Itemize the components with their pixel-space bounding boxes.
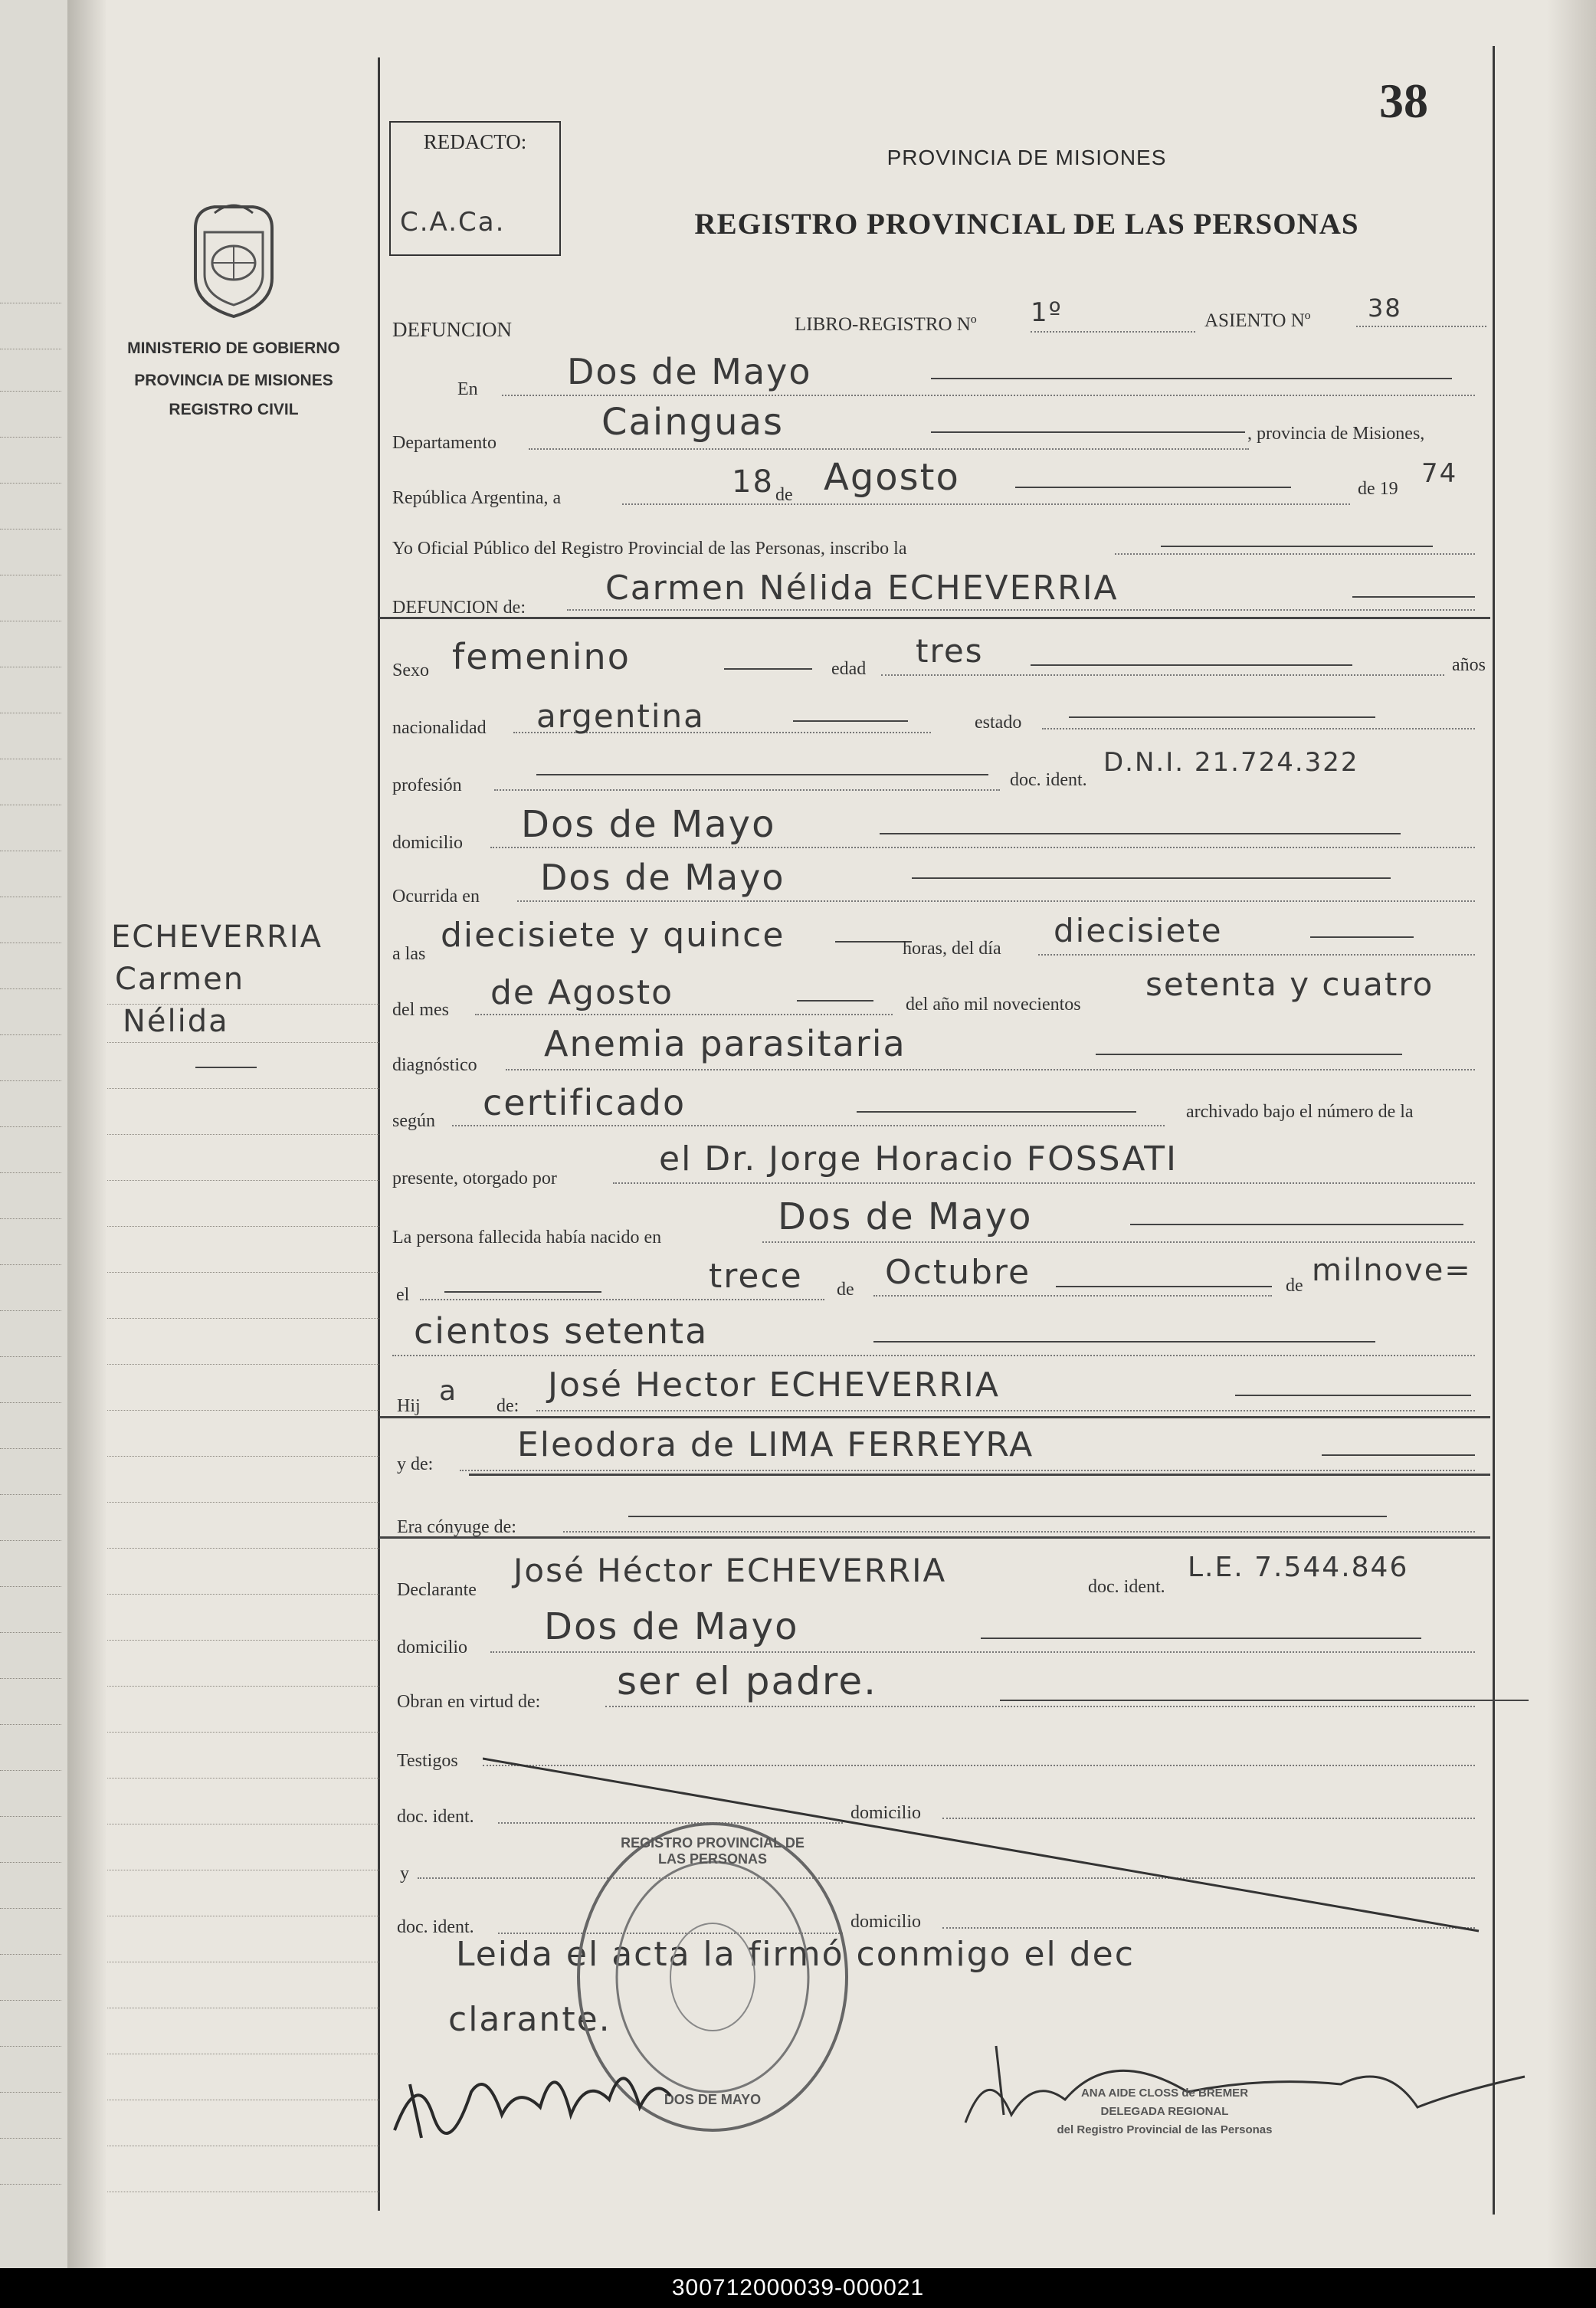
del-mes-dots xyxy=(475,1014,893,1015)
ruled-line xyxy=(0,1264,61,1265)
ruled-line xyxy=(0,1494,61,1495)
nac-mes-dots xyxy=(873,1295,1272,1297)
ruled-line xyxy=(0,1954,61,1955)
domicilio-dots xyxy=(490,847,1475,848)
nacionalidad-label: nacionalidad xyxy=(392,718,487,738)
ruled-line xyxy=(0,1632,61,1633)
diagnostico-fill-line xyxy=(1096,1054,1402,1055)
obran-dots xyxy=(605,1706,1475,1707)
left-facing-page xyxy=(0,0,69,2268)
sexo-value: femenino xyxy=(452,636,631,677)
testigos-label: Testigos xyxy=(397,1751,458,1771)
doc-ident-label: doc. ident. xyxy=(1010,770,1087,790)
mes-fill-line xyxy=(1015,487,1291,488)
departamento-dots xyxy=(529,448,1249,450)
defuncion-de-dots xyxy=(567,609,1475,611)
anos-label: años xyxy=(1452,655,1486,675)
decl-doc-value: L.E. 7.544.846 xyxy=(1188,1552,1409,1583)
margin-ruled-line xyxy=(107,1778,379,1779)
margin-ruled-line xyxy=(107,1364,379,1365)
ocurrida-fill-line xyxy=(912,877,1391,879)
nacionalidad-value: argentina xyxy=(536,697,705,735)
madre-fill-line xyxy=(1322,1454,1475,1456)
estado-dots xyxy=(1042,728,1475,729)
republica-dots xyxy=(622,503,1350,505)
diagnostico-dots xyxy=(506,1069,1475,1070)
edad-dots xyxy=(881,674,1444,676)
y-de-label: y de: xyxy=(397,1454,434,1474)
ruled-line xyxy=(0,1724,61,1725)
nacionalidad-fill-line xyxy=(793,720,908,722)
margin-ruled-line xyxy=(107,1180,379,1181)
obran-label: Obran en virtud de: xyxy=(397,1692,541,1712)
ruled-line xyxy=(0,1862,61,1863)
stamp-subtext: DOS DE MAYO xyxy=(664,2092,762,2107)
redacto-label: REDACTO: xyxy=(423,130,527,153)
leida-line-2: clarante. xyxy=(448,2000,611,2039)
margin-ruled-line xyxy=(107,1042,379,1043)
dia-value: 18 xyxy=(732,464,774,500)
edad-value: tres xyxy=(916,632,984,670)
el-dots xyxy=(420,1299,824,1300)
mes-fallec-fill-line xyxy=(797,1000,873,1002)
conyuge-fill-line xyxy=(628,1516,1387,1517)
official-stamp-line-1: ANA AIDE CLOSS de BREMER xyxy=(1080,2087,1249,2100)
row-separator xyxy=(379,617,1490,619)
ruled-line xyxy=(0,483,61,484)
mes-value: Agosto xyxy=(824,456,960,499)
stamp-text: REGISTRO PROVINCIAL DE LAS PERSONAS xyxy=(621,1835,805,1867)
estado-fill-line xyxy=(1069,716,1375,718)
margin-surname: ECHEVERRIA xyxy=(111,920,323,955)
ministry-line-3: REGISTRO CIVIL xyxy=(169,401,299,418)
official-stamp-line-2: DELEGADA REGIONAL xyxy=(1100,2105,1229,2118)
ocurrida-dots xyxy=(517,900,1475,902)
diagnostico-label: diagnóstico xyxy=(392,1055,477,1075)
ruled-line xyxy=(0,1540,61,1541)
departamento-label: Departamento xyxy=(392,433,496,453)
margin-ruled-line xyxy=(107,1456,379,1457)
padre-dots xyxy=(536,1410,1475,1411)
leida-line-1: Leida el acta la firmó conmigo el dec xyxy=(456,1935,1135,1974)
nac-mes-fill-line xyxy=(1056,1286,1272,1287)
ruled-line xyxy=(0,1678,61,1679)
segun-value: certificado xyxy=(483,1082,687,1123)
decl-domicilio-label: domicilio xyxy=(397,1638,467,1657)
row-separator xyxy=(379,1416,1490,1418)
domicilio-value: Dos de Mayo xyxy=(521,803,776,846)
profesion-dots xyxy=(494,789,1000,791)
decl-domicilio-dots xyxy=(490,1651,1475,1653)
padre-value: José Hector ECHEVERRIA xyxy=(548,1365,1001,1405)
redacto-box xyxy=(389,121,561,256)
segun-dots xyxy=(452,1125,1165,1126)
y-label: y xyxy=(400,1864,409,1883)
en-dots xyxy=(502,395,1475,396)
declarante-signature xyxy=(387,2023,678,2153)
en-label: En xyxy=(457,379,478,399)
margin-name-1: Carmen xyxy=(115,962,245,997)
hij-label: Hij xyxy=(397,1396,421,1416)
ministry-line-2: PROVINCIA DE MISIONES xyxy=(134,372,333,389)
libro-label: LIBRO-REGISTRO Nº xyxy=(795,314,977,335)
el-label: el xyxy=(396,1285,410,1305)
ruled-line xyxy=(0,2000,61,2001)
obran-value: ser el padre. xyxy=(617,1659,878,1703)
margin-ruled-line xyxy=(107,1732,379,1733)
horas-fill-line xyxy=(835,941,912,943)
conyuge-label: Era cónyuge de: xyxy=(397,1517,516,1537)
coat-of-arms-icon xyxy=(180,198,287,320)
profesion-label: profesión xyxy=(392,775,462,795)
archivado-label: archivado bajo el número de la xyxy=(1186,1102,1414,1122)
ano-value: 74 xyxy=(1421,458,1458,489)
margin-ruled-line xyxy=(107,1640,379,1641)
cientos-dots xyxy=(392,1355,1475,1356)
segun-fill-line xyxy=(857,1111,1136,1113)
departamento-value: Cainguas xyxy=(601,401,784,444)
book-gutter xyxy=(67,0,106,2268)
nacido-value: Dos de Mayo xyxy=(778,1195,1033,1238)
hij-suffix-value: a xyxy=(439,1375,458,1407)
sexo-label: Sexo xyxy=(392,661,429,680)
ruled-line xyxy=(0,1080,61,1081)
decl-domicilio-value: Dos de Mayo xyxy=(544,1605,799,1648)
ruled-line xyxy=(0,2092,61,2093)
ruled-line xyxy=(0,1448,61,1449)
horas-label: horas, del día xyxy=(903,939,1001,959)
padre-fill-line xyxy=(1235,1395,1471,1396)
ruled-line xyxy=(0,1172,61,1173)
departamento-fill-line xyxy=(931,431,1245,433)
dia-fallec-dots xyxy=(1038,954,1475,956)
dia-fallec-value: diecisiete xyxy=(1054,912,1223,949)
asiento-label: ASIENTO Nº xyxy=(1204,310,1311,331)
row-separator xyxy=(469,1474,1490,1476)
ruled-line xyxy=(0,437,61,438)
madre-value: Eleodora de LIMA FERREYRA xyxy=(517,1425,1034,1464)
ruled-line xyxy=(0,1402,61,1403)
republica-label: República Argentina, a xyxy=(392,488,562,508)
registry-title: REGISTRO PROVINCIAL DE LAS PERSONAS xyxy=(694,208,1359,241)
margin-ruled-line xyxy=(107,1594,379,1595)
edad-fill-line xyxy=(1031,664,1352,666)
province-title: PROVINCIA DE MISIONES xyxy=(886,146,1167,169)
margin-ruled-line xyxy=(107,1134,379,1135)
margin-dash xyxy=(195,1067,257,1068)
ruled-line xyxy=(0,1126,61,1127)
testigo2-doc-label: doc. ident. xyxy=(397,1917,474,1937)
margin-name-2: Nélida xyxy=(123,1004,229,1039)
dia-fallec-fill-line xyxy=(1310,936,1414,938)
testigo2-domicilio-label: domicilio xyxy=(850,1912,921,1932)
sexo-fill-line xyxy=(724,668,812,670)
ruled-line xyxy=(0,1816,61,1817)
a-las-label: a las xyxy=(392,944,426,964)
declarante-value: José Héctor ECHEVERRIA xyxy=(513,1552,947,1589)
margin-ruled-line xyxy=(107,1318,379,1319)
diagnostico-value: Anemia parasitaria xyxy=(544,1023,906,1064)
doc-value: D.N.I. 21.724.322 xyxy=(1103,747,1359,778)
row-separator xyxy=(379,1536,1490,1539)
image-id-footer: 300712000039-000021 xyxy=(0,2268,1596,2308)
ministry-line-1: MINISTERIO DE GOBIERNO xyxy=(127,339,340,357)
decl-doc-label: doc. ident. xyxy=(1088,1577,1165,1597)
de-label: de xyxy=(775,485,793,505)
cientos-fill-line xyxy=(873,1341,1375,1343)
nac-de-label-2: de xyxy=(1286,1276,1303,1296)
ruled-line xyxy=(0,1034,61,1035)
nac-mes-value: Octubre xyxy=(885,1253,1031,1292)
name-fill-line xyxy=(1352,596,1475,598)
margin-ruled-line xyxy=(107,1502,379,1503)
profesion-fill-line xyxy=(536,774,988,775)
page-number: 38 xyxy=(1379,74,1428,128)
otorgado-value: el Dr. Jorge Horacio FOSSATI xyxy=(659,1139,1178,1179)
mes-fallec-value: de Agosto xyxy=(490,973,674,1012)
official-stamp-line-3: del Registro Provincial de las Personas xyxy=(1057,2123,1273,2136)
del-ano-label: del año mil novecientos xyxy=(906,995,1081,1015)
ruled-line xyxy=(0,1218,61,1219)
margin-ruled-line xyxy=(107,1410,379,1411)
conyuge-dots xyxy=(563,1531,1475,1533)
de19-label: de 19 xyxy=(1358,479,1398,499)
presente-label: presente, otorgado por xyxy=(392,1169,557,1188)
ruled-line xyxy=(0,1908,61,1909)
margin-ruled-line xyxy=(107,1226,379,1227)
ruled-line xyxy=(0,1310,61,1311)
ano-fallec-value: setenta y cuatro xyxy=(1145,965,1434,1003)
del-mes-label: del mes xyxy=(392,1000,449,1020)
oficial-label: Yo Oficial Público del Registro Provincial de las Personas, inscribo la xyxy=(392,539,907,559)
ruled-line xyxy=(0,1586,61,1587)
segun-label: según xyxy=(392,1111,435,1131)
domicilio-fill-line xyxy=(880,833,1401,834)
ruled-line xyxy=(0,391,61,392)
ruled-line xyxy=(0,1770,61,1771)
testigo1-domicilio-label: domicilio xyxy=(850,1803,921,1823)
horas-value: diecisiete y quince xyxy=(441,916,785,955)
estado-label: estado xyxy=(975,713,1022,733)
ruled-line xyxy=(0,1356,61,1357)
en-fill-line xyxy=(931,378,1452,379)
margin-ruled-line xyxy=(107,1088,379,1089)
oficial-dots xyxy=(1115,553,1475,555)
margin-ruled-line xyxy=(107,1272,379,1273)
libro-dots xyxy=(1031,331,1195,333)
obran-fill-line xyxy=(1000,1700,1529,1701)
nac-de-label: de xyxy=(837,1280,854,1300)
margin-ruled-line xyxy=(107,1548,379,1549)
asiento-dots xyxy=(1356,326,1486,327)
nac-ano1-value: milnove= xyxy=(1312,1253,1472,1288)
asiento-value: 38 xyxy=(1368,293,1402,323)
ruled-line xyxy=(0,2184,61,2185)
libro-value: 1º xyxy=(1031,297,1063,328)
page-edge-shadow xyxy=(1547,0,1596,2268)
ocurrida-label: Ocurrida en xyxy=(392,887,480,906)
official-stamp xyxy=(988,2084,1341,2139)
madre-dots xyxy=(460,1470,1475,1471)
provincia-label: , provincia de Misiones, xyxy=(1247,424,1425,444)
defuncion-de-label: DEFUNCION de: xyxy=(392,598,526,618)
redacto-initials: C.A.Ca. xyxy=(400,207,506,238)
nac-dia-value: trece xyxy=(709,1257,803,1296)
margin-ruled-line xyxy=(107,1686,379,1687)
declarante-label: Declarante xyxy=(397,1580,477,1600)
en-value: Dos de Mayo xyxy=(567,351,812,392)
nac-ano2-value: cientos setenta xyxy=(414,1310,709,1352)
ocurrida-value: Dos de Mayo xyxy=(540,857,785,898)
hij-de-label: de: xyxy=(496,1396,519,1416)
deceased-name: Carmen Nélida ECHEVERRIA xyxy=(605,569,1119,608)
nacido-fill-line xyxy=(1130,1224,1463,1225)
edad-label: edad xyxy=(831,659,867,679)
oficial-fill-line xyxy=(1161,546,1433,547)
presente-dots xyxy=(613,1182,1475,1184)
nacido-dots xyxy=(762,1241,1475,1243)
testigo1-doc-label: doc. ident. xyxy=(397,1807,474,1827)
nacido-label: La persona fallecida había nacido en xyxy=(392,1228,662,1247)
ruled-line xyxy=(0,988,61,989)
defuncion-label: DEFUNCION xyxy=(392,318,513,341)
el-fill-line xyxy=(444,1291,601,1293)
ruled-line xyxy=(0,2046,61,2047)
ruled-line xyxy=(0,2138,61,2139)
domicilio-label: domicilio xyxy=(392,833,463,853)
decl-domicilio-fill-line xyxy=(981,1638,1421,1639)
